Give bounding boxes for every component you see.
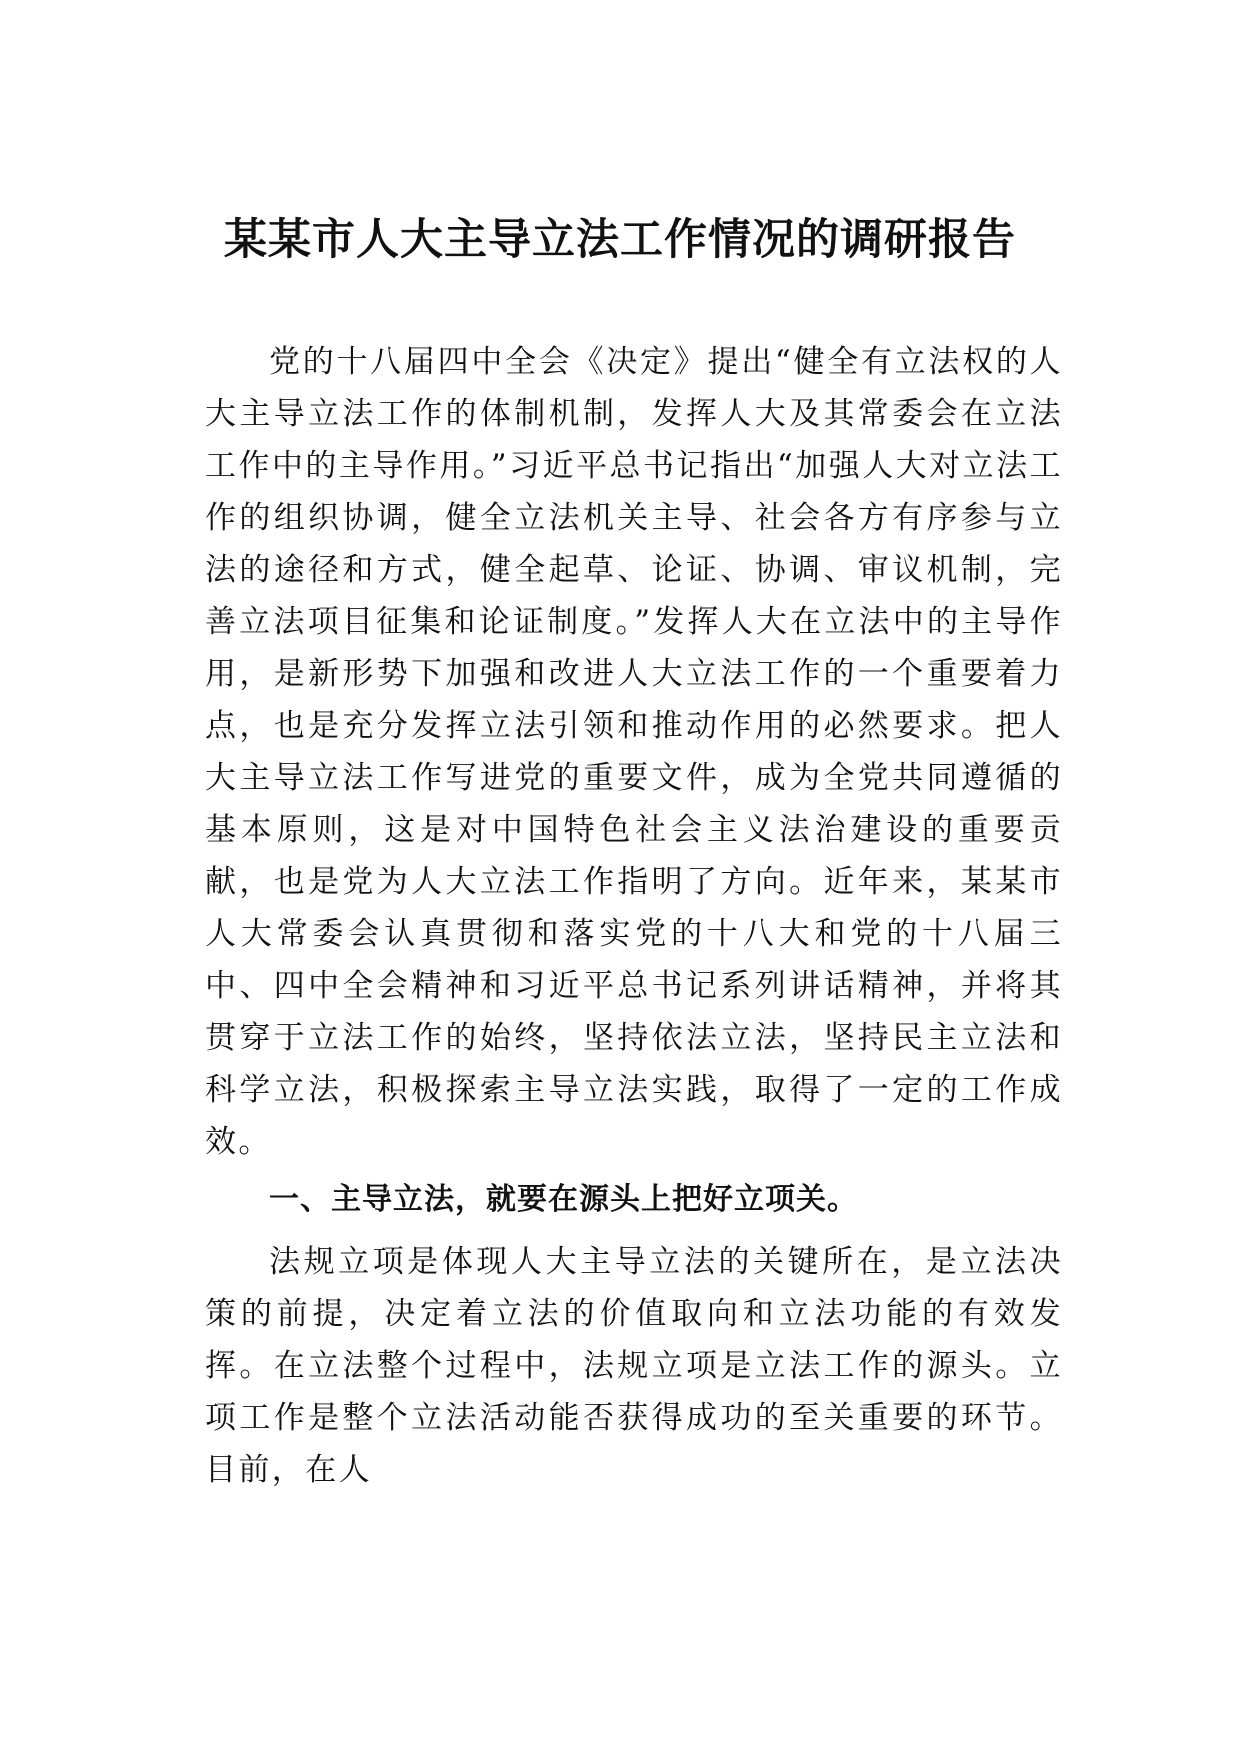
section-heading-1: 一、主导立法，就要在源头上把好立项关。 xyxy=(269,1182,858,1217)
intro-paragraph: 党的十八届四中全会《决定》提出“健全有立法权的人大主导立法工作的体制机制，发挥人大及其常委会在立法工作中的主导作用。”习近平总书记指出“加强人大对立法工作的组织协调，健全立法机关主导、社会各方有序参与立法的途径和方式，健全起草、论证、协调、审议机制，完善立法项目征集和论证制度。”发挥人大在立法中的主导作用，是新形势下加强和改进人大立法工作的一个重要着力点，也是充分发挥立法引领和推动作用的必然要求。把人大主导立法工作写进党的重要文件，成为全党共同遵循的基本原则，这是对中国特色社会主义法治建设的重要贡献，也是党为人大立法工作指明了方向。近年来，某某市人大常委会认真贯彻和落实党的十八大和党的十八届三中、四中全会精神和习近平总书记系列讲话精神，并将其贯穿于立法工作的始终，坚持依法立法，坚持民主立法和科学立法，积极探索主导立法实践，取得了一定的工作成效。 xyxy=(205,344,1063,1160)
section-1-paragraph: 法规立项是体现人大主导立法的关键所在，是立法决策的前提，决定着立法的价值取向和立法功能的有效发挥。在立法整个过程中，法规立项是立法工作的源头。立项工作是整个立法活动能否获得成功的至关重要的环节。目前，在人 xyxy=(205,1244,1063,1488)
document-body xyxy=(205,336,1063,1496)
document-title: 某某市人大主导立法工作情况的调研报告 xyxy=(224,215,1016,265)
